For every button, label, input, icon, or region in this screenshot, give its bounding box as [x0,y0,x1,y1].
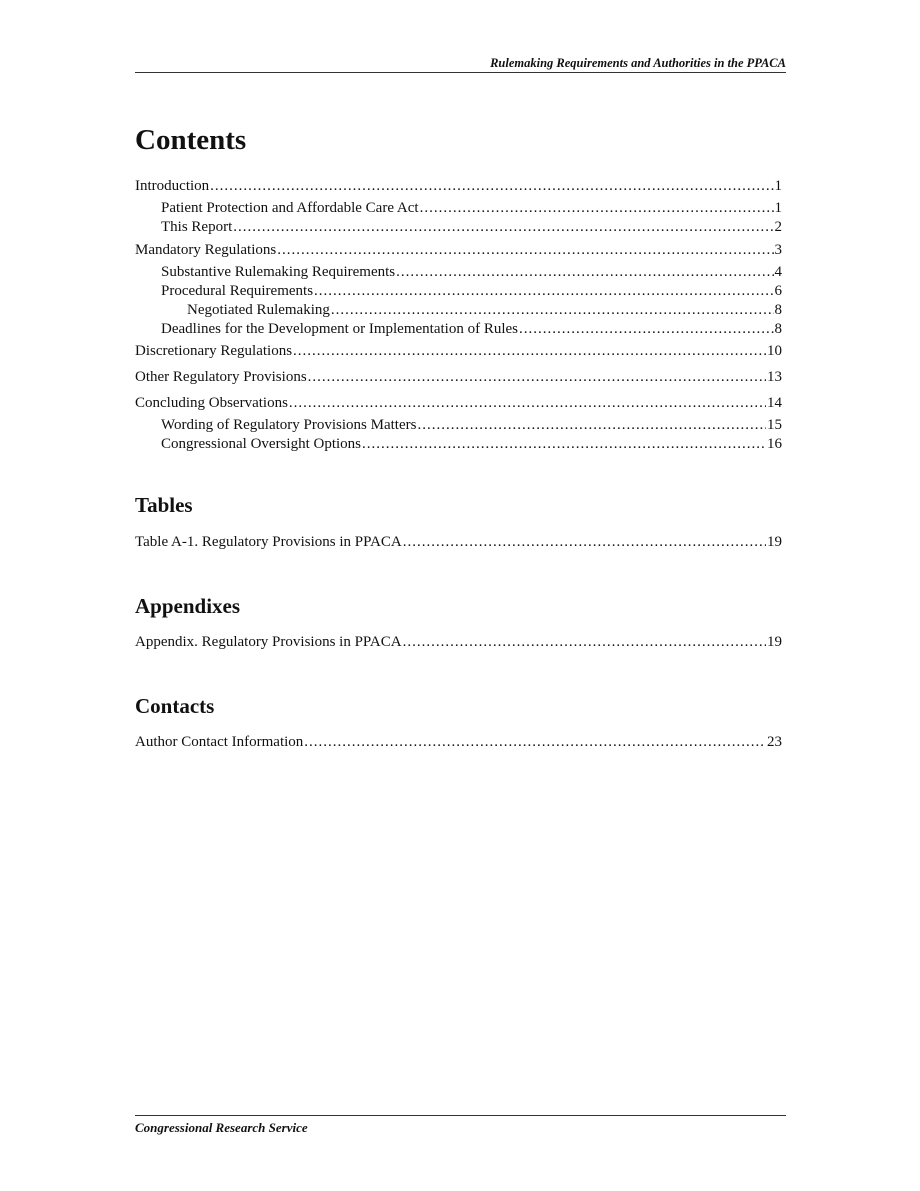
toc-entry-label: Deadlines for the Development or Implementation of Rules [161,321,518,337]
toc-entry[interactable] [135,394,782,412]
toc-entry-page: 10 [767,343,782,359]
dot-leader [396,263,773,281]
toc-entry-page: 1 [774,178,782,194]
toc-entry[interactable] [135,241,782,259]
appendixes-heading: Appendixes [135,594,241,618]
toc-entry[interactable] [161,416,782,434]
toc-entry[interactable] [135,633,782,651]
toc-entry[interactable] [161,282,782,300]
toc-entry-label: Wording of Regulatory Provisions Matters [161,417,417,433]
toc-entry[interactable] [161,263,782,281]
toc-entry[interactable] [161,320,782,338]
dot-leader [417,416,766,434]
toc-entry-page: 3 [774,242,782,258]
toc-entry-label: Introduction [135,178,210,194]
toc-entry-label: Table A-1. Regulatory Provisions in PPACA [135,534,402,550]
dot-leader [403,633,766,651]
header-divider [135,72,786,73]
toc-entry-page: 2 [774,219,782,235]
toc-entry-page: 4 [774,264,782,280]
footer-divider [135,1115,786,1116]
toc-entry-page: 8 [774,302,782,318]
toc-entry-label: Mandatory Regulations [135,242,277,258]
toc-entry-page: 13 [767,369,782,385]
running-footer: Congressional Research Service [135,1120,308,1135]
dot-leader [304,733,766,751]
toc-entry[interactable] [135,177,782,195]
dot-leader [519,320,774,338]
dot-leader [403,533,766,551]
toc-entry[interactable] [187,301,782,319]
toc-entry-label: Author Contact Information [135,734,304,750]
toc-entry-label: This Report [161,219,233,235]
toc-entry-page: 15 [767,417,782,433]
dot-leader [289,394,766,412]
toc-entry[interactable] [161,218,782,236]
toc-entry-label: Negotiated Rulemaking [187,302,330,318]
dot-leader [420,199,774,217]
toc-entry[interactable] [135,368,782,386]
toc-entry-label: Concluding Observations [135,395,288,411]
toc-entry[interactable] [161,199,782,217]
toc-entry-page: 23 [767,734,782,750]
toc-entry-page: 19 [767,634,782,650]
dot-leader [362,435,766,453]
contents-heading: Contents [135,124,247,156]
running-header: Rulemaking Requirements and Authorities in the PPACA [490,56,786,70]
toc-entry-label: Appendix. Regulatory Provisions in PPACA [135,634,402,650]
toc-entry[interactable] [161,435,782,453]
dot-leader [277,241,773,259]
toc-entry-label: Discretionary Regulations [135,343,293,359]
toc-entry-page: 1 [774,200,782,216]
toc-entry-label: Procedural Requirements [161,283,314,299]
toc-entry-page: 19 [767,534,782,550]
toc-entry[interactable] [135,733,782,751]
toc-entry-page: 8 [774,321,782,337]
toc-entry-label: Other Regulatory Provisions [135,369,307,385]
toc-entry[interactable] [135,533,782,551]
dot-leader [210,177,773,195]
toc-entry-page: 16 [767,436,782,452]
toc-entry-page: 6 [774,283,782,299]
toc-entry-page: 14 [767,395,782,411]
tables-heading: Tables [135,493,193,517]
toc-entry-label: Patient Protection and Affordable Care Act [161,200,419,216]
dot-leader [308,368,766,386]
toc-entry-label: Substantive Rulemaking Requirements [161,264,396,280]
dot-leader [293,342,766,360]
toc-entry[interactable] [135,342,782,360]
dot-leader [233,218,773,236]
contacts-heading: Contacts [135,694,215,718]
dot-leader [314,282,773,300]
toc-entry-label: Congressional Oversight Options [161,436,361,452]
dot-leader [331,301,774,319]
